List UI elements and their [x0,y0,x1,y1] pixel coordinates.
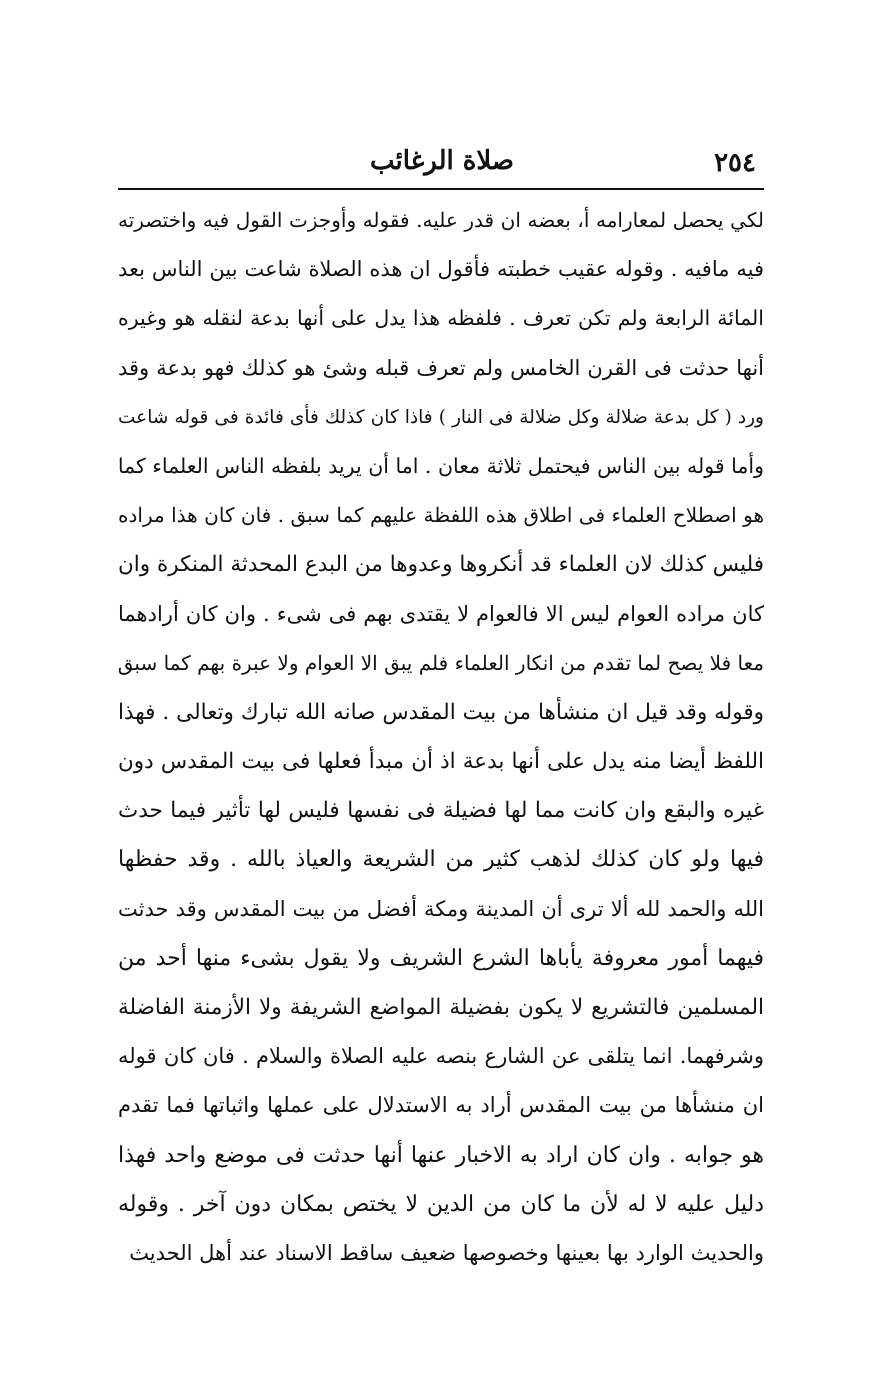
text-line: ان منشأها من بيت المقدس أراد به الاستدلال على عملها واثباتها فما تقدم [118,1093,764,1118]
text-line: وشرفهما. انما يتلقى عن الشارع بنصه عليه الصلاة والسلام . فان كان قوله [118,1044,764,1069]
page-number: ٢٥٤ [714,148,756,178]
text-line: المائة الرابعة ولم تكن تعرف . فلفظه هذا يدل على أنها بدعة لنقله هو وغيره [118,306,764,331]
text-line: وقوله وقد قيل ان منشأها من بيت المقدس صانه الله تبارك وتعالى . فهذا [118,699,764,725]
text-line: لكي يحصل لمعارامه أ، بعضه ان قدر عليه. فقوله وأوجزت القول فيه واختصرته [118,208,764,232]
text-line: معا فلا يصح لما تقدم من انكار العلماء فلم يبق الا العوام ولا عبرة بهم كما سبق [118,650,764,675]
text-line: هو جوابه . وان كان اراد به الاخبار عنها أنها حدثت فى موضع واحد فهذا [118,1142,764,1168]
text-line: فيهما أمور معروفة يأباها الشرع الشريف ولا يقول بشىء منها أحد من [118,945,764,971]
text-line: ورد ( كل بدعة ضلالة وكل ضلالة فى النار ) فاذا كان كذلك فأى فائدة فى قوله شاعت [118,406,764,428]
text-line: فيه مافيه . وقوله عقيب خطبته فأقول ان هذه الصلاة شاعت بين الناس بعد [118,257,764,282]
text-line: أنها حدثت فى القرن الخامس ولم تعرف قبله وشئ هو كذلك فهو بدعة وقد [118,355,764,380]
running-title: صلاة الرغائب [369,146,514,176]
text-line: فيها ولو كان كذلك لذهب كثير من الشريعة والعياذ بالله . وقد حفظها [118,847,764,873]
body-text [118,196,764,1278]
text-line: غيره والبقع وان كانت مما لها فضيلة فى نفسها فليس لها تأثير فيما حدث [118,798,764,824]
text-line: اللفظ أيضا منه يدل على أنها بدعة اذ أن مبدأ فعلها فى بيت المقدس دون [118,749,764,775]
text-line: وأما قوله بين الناس فيحتمل ثلاثة معان . اما أن يريد بلفظه الناس العلماء كما [118,453,764,478]
header-rule [118,188,764,190]
text-line: دليل عليه لا له لأن ما كان من الدين لا يختص بمكان دون آخر . وقوله [118,1191,764,1217]
text-line: الله والحمد لله ألا ترى أن المدينة ومكة أفضل من بيت المقدس وقد حدثت [118,896,764,921]
text-line: والحديث الوارد بها بعينها وخصوصها ضعيف ساقط الاسناد عند أهل الحديث [129,1240,764,1265]
text-line: هو اصطلاح العلماء فى اطلاق هذه اللفظة عليهم كما سبق . فان كان هذا مراده [118,503,764,528]
page-header [118,140,764,184]
text-line: فليس كذلك لان العلماء قد أنكروها وعدوها من البدع المحدثة المنكرة وان [118,552,764,578]
text-line: المسلمين فالتشريع لا يكون بفضيلة المواضع الشريفة ولا الأزمنة الفاضلة [118,995,764,1020]
text-line: كان مراده العوام ليس الا فالعوام لا يقتدى بهم فى شىء . وان كان أرادهما [118,601,764,626]
